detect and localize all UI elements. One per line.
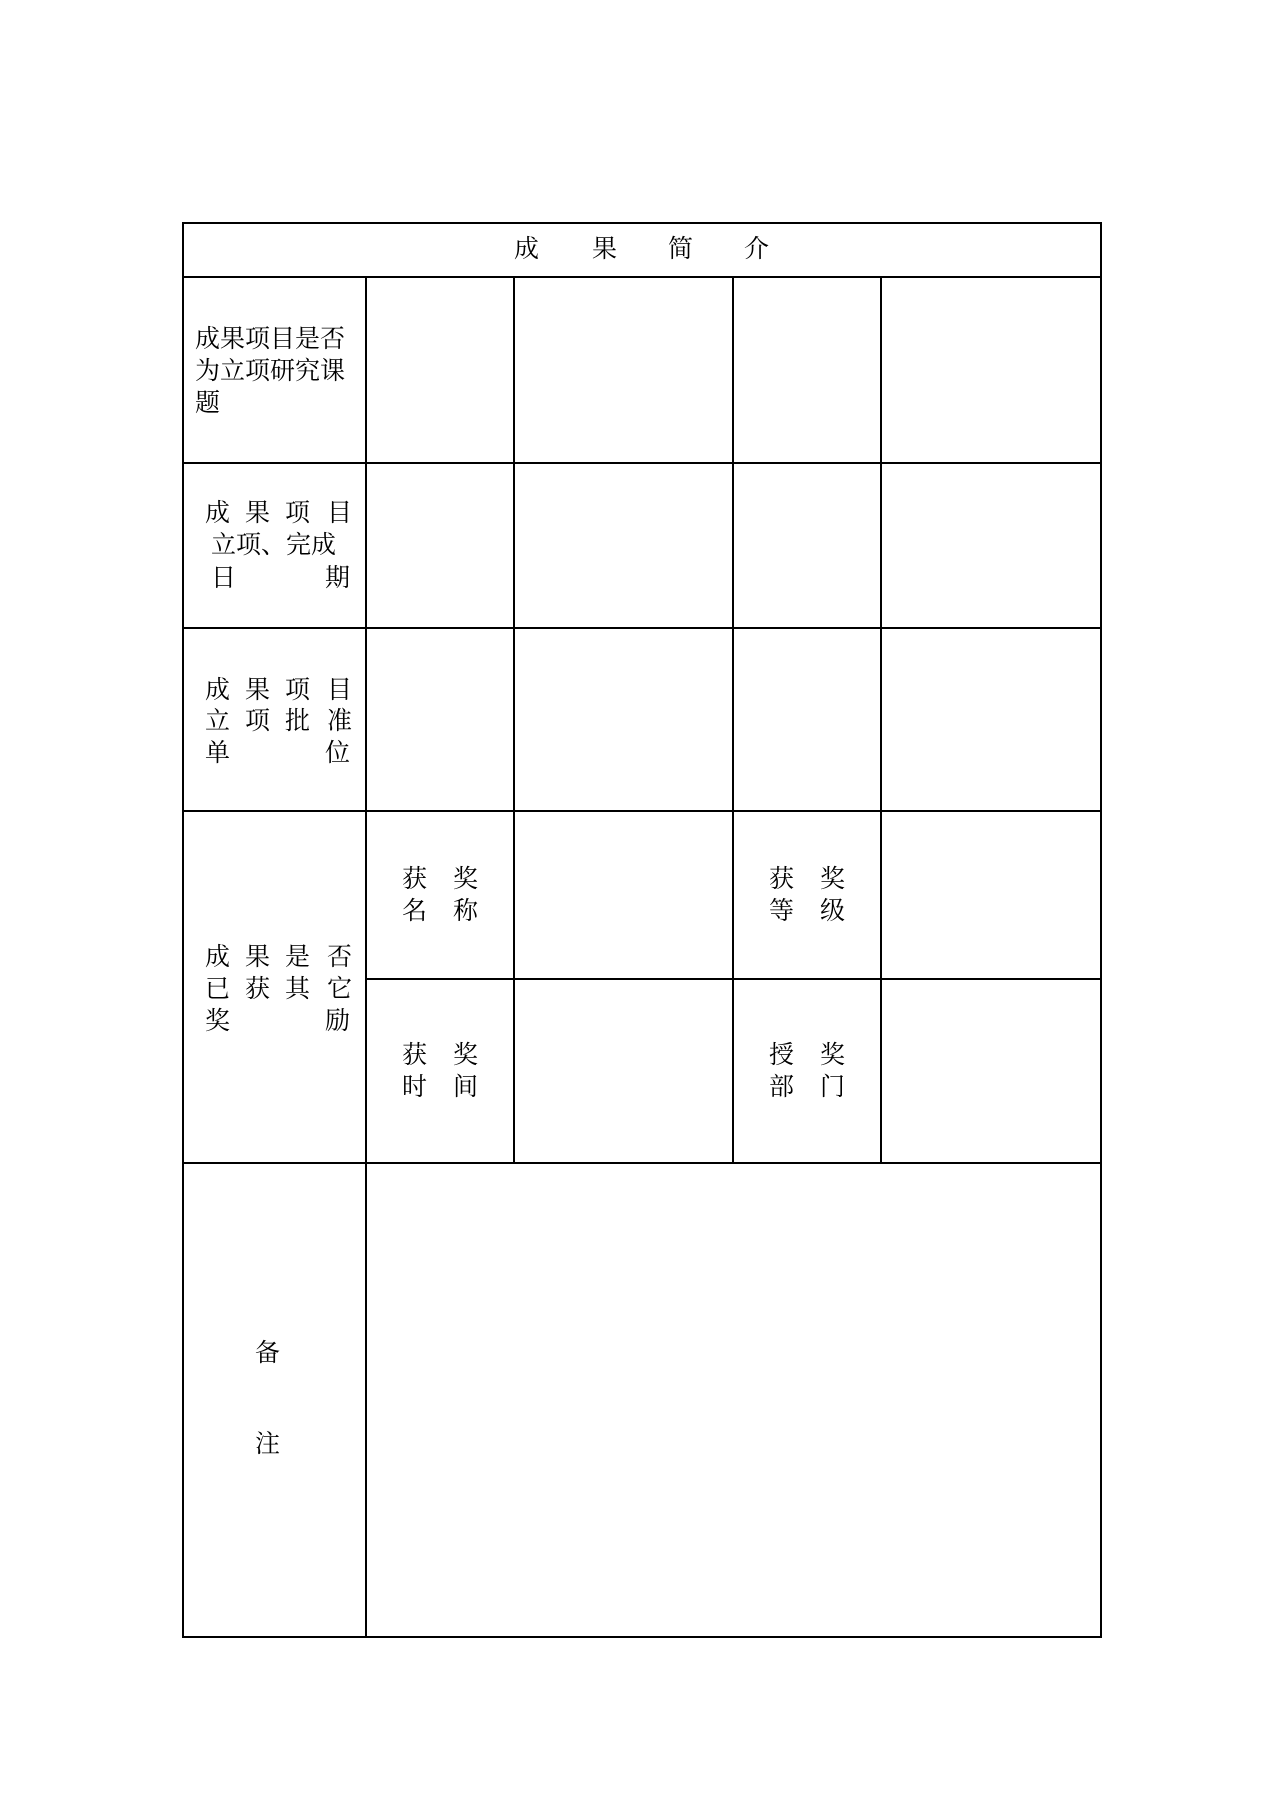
label-char: 时 bbox=[402, 1072, 428, 1101]
label-char: 奖 bbox=[820, 1040, 846, 1069]
award-name-value-cell[interactable] bbox=[515, 812, 732, 978]
label-line: 为立项研究课 bbox=[195, 356, 346, 385]
label-char: 成 bbox=[205, 498, 231, 527]
label-char: 获 bbox=[769, 864, 795, 893]
award-dept-value-cell[interactable] bbox=[882, 980, 1100, 1162]
label-char: 批 bbox=[285, 706, 311, 735]
label-char: 日 bbox=[211, 563, 237, 592]
label-char: 已 bbox=[205, 974, 231, 1003]
label-char: 单 bbox=[205, 738, 231, 767]
label-char: 等 bbox=[769, 896, 795, 925]
label-char: 奖 bbox=[820, 864, 846, 893]
label-char: 奖 bbox=[205, 1006, 231, 1035]
label-char: 注 bbox=[255, 1429, 281, 1458]
label-char: 项 bbox=[285, 498, 311, 527]
label-char: 获 bbox=[402, 1040, 428, 1069]
label-char: 准 bbox=[327, 706, 353, 735]
table-border-top bbox=[182, 222, 1102, 224]
award-time-value-cell[interactable] bbox=[515, 980, 732, 1162]
row-divider bbox=[182, 627, 1102, 629]
label-char: 目 bbox=[327, 675, 353, 704]
table-border-right bbox=[1100, 222, 1102, 1638]
label-char: 名 bbox=[402, 896, 428, 925]
label-char: 间 bbox=[453, 1072, 479, 1101]
column-divider bbox=[732, 276, 734, 1164]
label-char: 项 bbox=[245, 706, 271, 735]
label-char: 目 bbox=[327, 498, 353, 527]
label-line: 立项、完成 bbox=[211, 530, 337, 559]
label-char: 期 bbox=[325, 563, 351, 592]
table-border-left bbox=[182, 222, 184, 1638]
label-char: 果 bbox=[245, 942, 271, 971]
label-char: 称 bbox=[453, 896, 479, 925]
label-char: 奖 bbox=[453, 864, 479, 893]
label-char: 是 bbox=[285, 942, 311, 971]
label-char: 励 bbox=[325, 1006, 351, 1035]
label-char: 获 bbox=[245, 974, 271, 1003]
title-char: 成 bbox=[514, 234, 540, 263]
label-char: 授 bbox=[769, 1040, 795, 1069]
label-char: 级 bbox=[820, 896, 846, 925]
label-char: 果 bbox=[245, 498, 271, 527]
award-level-value-cell[interactable] bbox=[882, 812, 1100, 978]
label-line: 成果项目是否 bbox=[195, 324, 346, 353]
label-char: 备 bbox=[255, 1338, 281, 1367]
remarks-cell[interactable] bbox=[367, 1164, 1100, 1636]
label-line: 题 bbox=[195, 388, 221, 417]
label-char: 项 bbox=[285, 675, 311, 704]
label-char: 门 bbox=[820, 1072, 846, 1101]
label-char: 奖 bbox=[453, 1040, 479, 1069]
label-char: 成 bbox=[205, 942, 231, 971]
title-char: 介 bbox=[744, 234, 770, 263]
row-divider bbox=[182, 462, 1102, 464]
label-char: 果 bbox=[245, 675, 271, 704]
label-char: 它 bbox=[327, 974, 353, 1003]
label-char: 获 bbox=[402, 864, 428, 893]
title-char: 简 bbox=[668, 234, 694, 263]
label-char: 立 bbox=[205, 706, 231, 735]
label-char: 否 bbox=[327, 942, 353, 971]
label-char: 部 bbox=[769, 1072, 795, 1101]
row-divider bbox=[182, 276, 1102, 278]
title-char: 果 bbox=[592, 234, 618, 263]
label-char: 位 bbox=[325, 738, 351, 767]
label-char: 其 bbox=[285, 974, 311, 1003]
label-char: 成 bbox=[205, 675, 231, 704]
table-border-bottom bbox=[182, 1636, 1102, 1638]
